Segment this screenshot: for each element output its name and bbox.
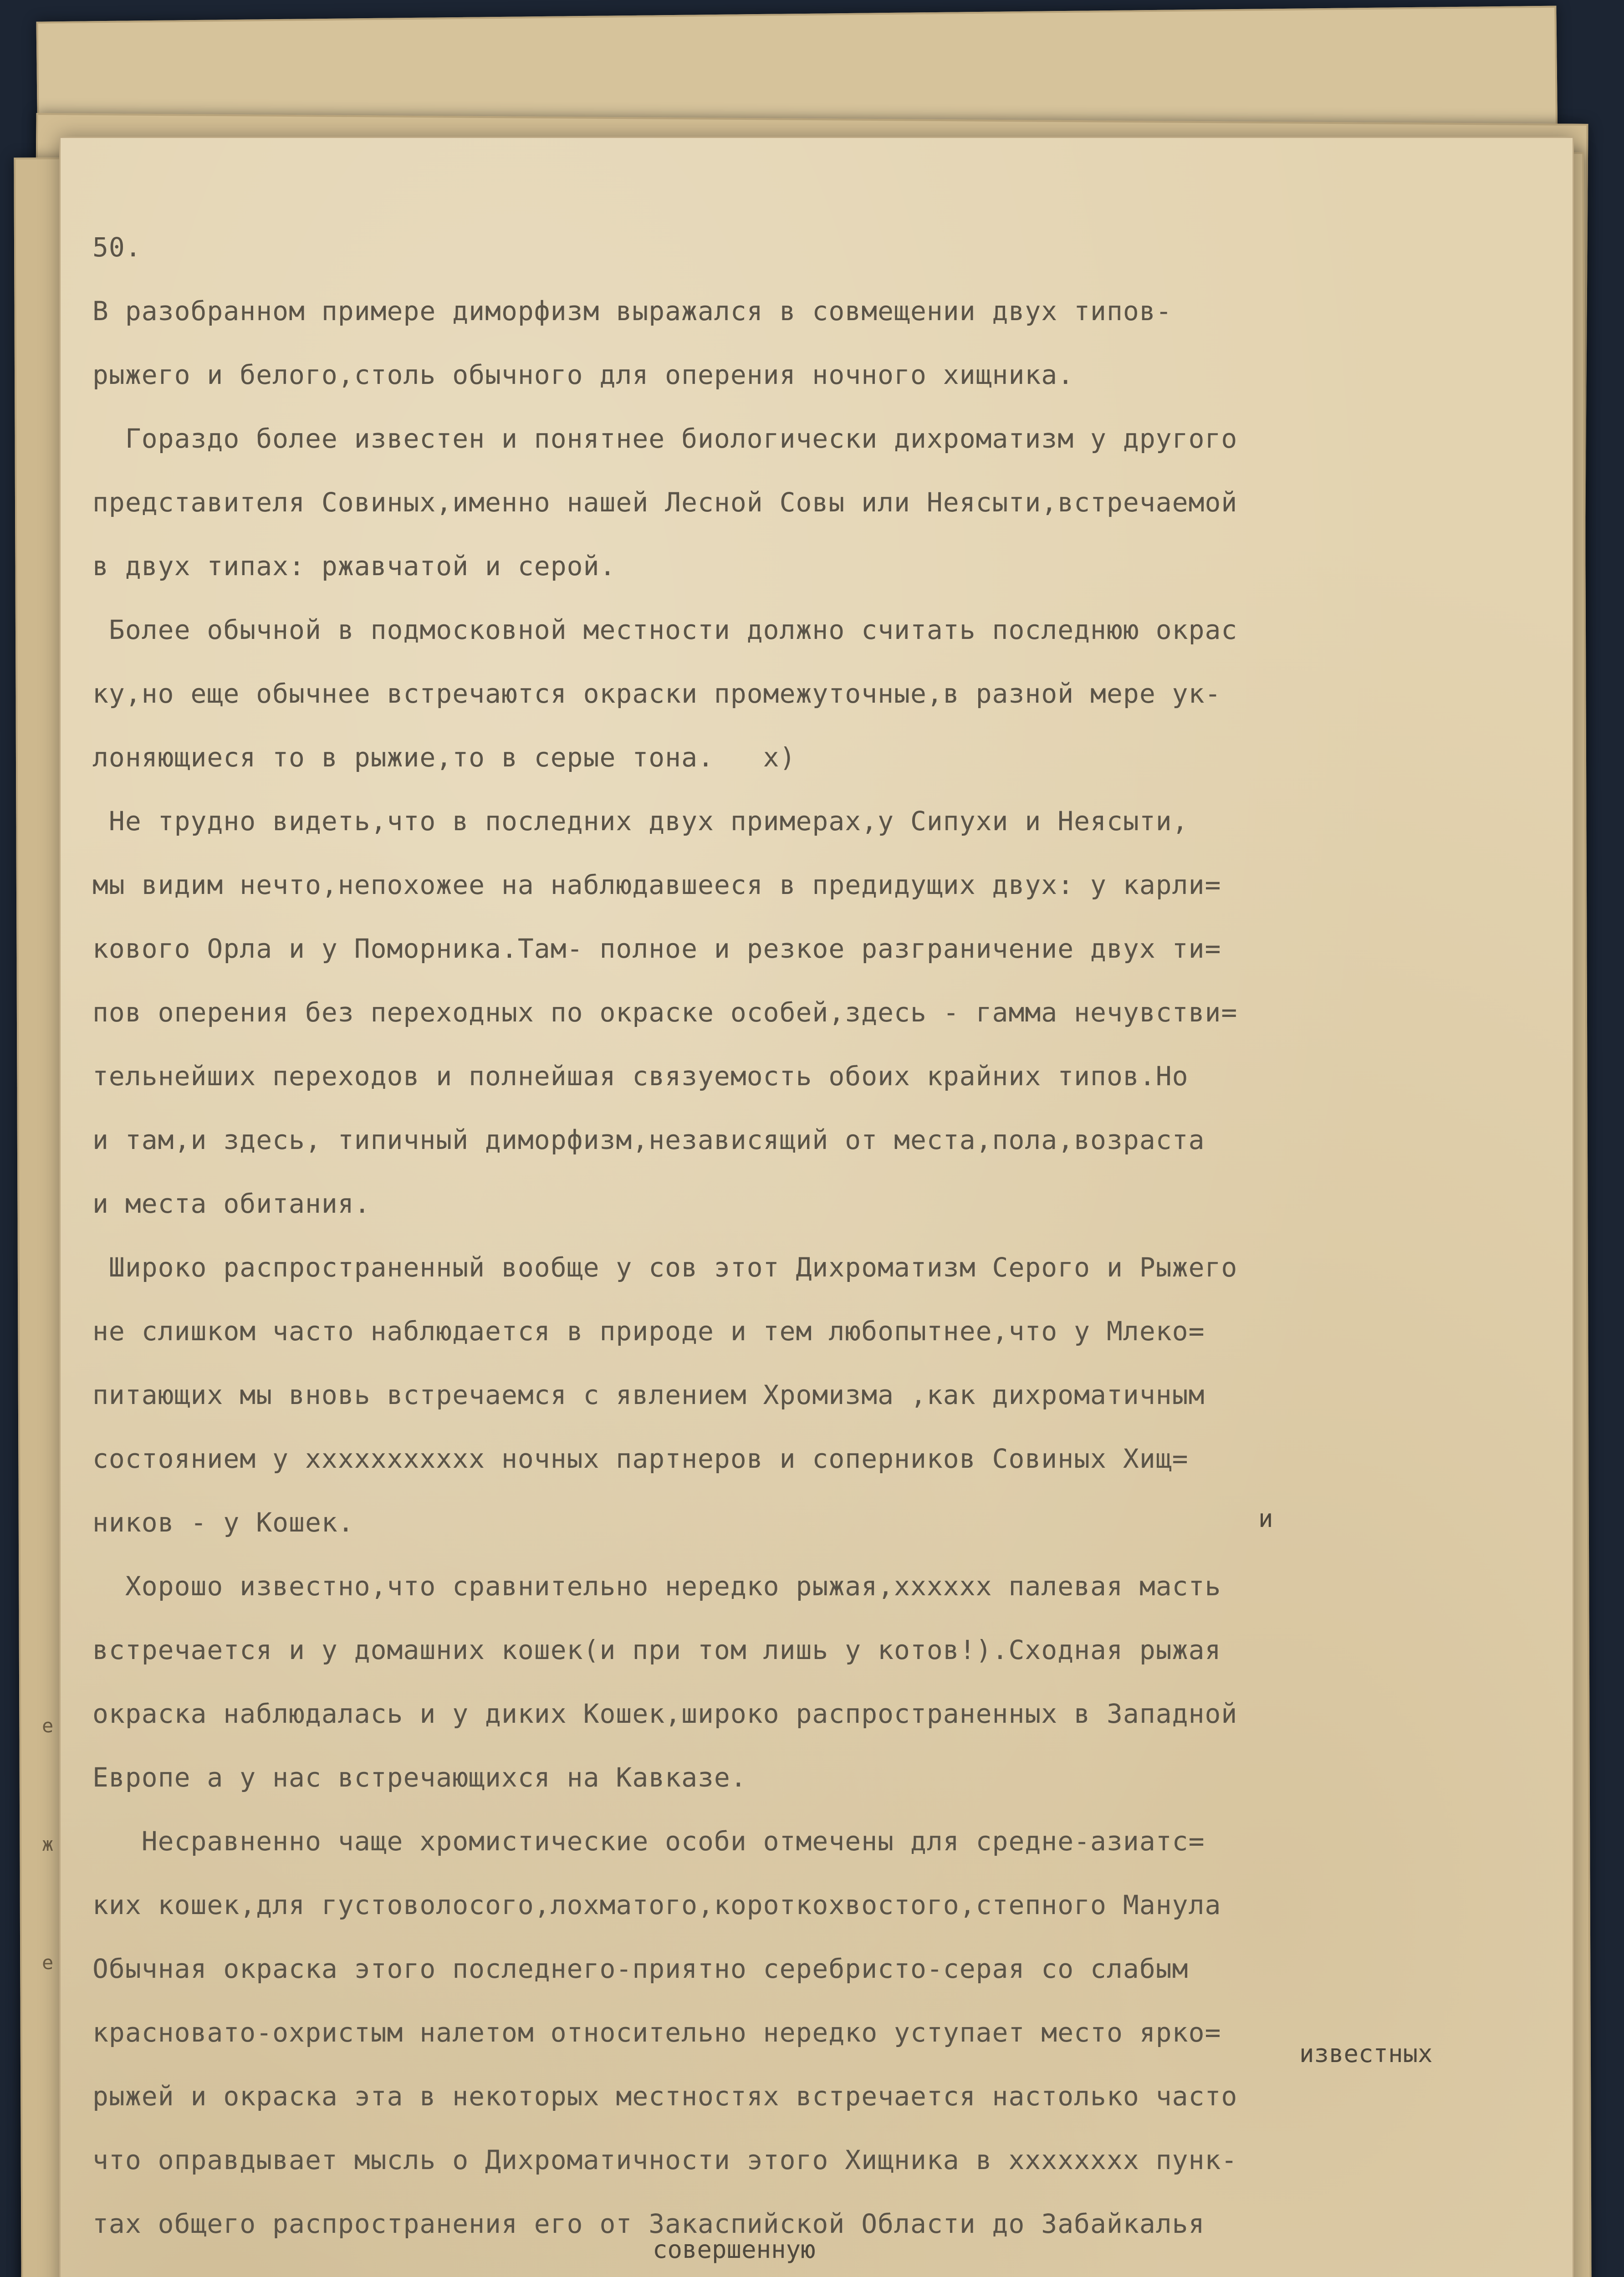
text-line: состоянием у ххххххххххх ночных партнеров и соперников Совиных Хищ=: [92, 1443, 1189, 1474]
text-line: ников - у Кошек.: [92, 1507, 354, 1538]
text-line: и там,и здесь, типичный диморфизм,независящий от места,пола,возраста: [92, 1124, 1205, 1155]
margin-marks: [42, 1667, 60, 2022]
text-line: мы видим нечто,непохожее на наблюдавшееся в предидущих двух: у карли=: [92, 869, 1221, 900]
text-line: рыжего и белого,столь обычного для оперения ночного хищника.: [92, 359, 1074, 390]
text-line: питающих мы вновь встречаемся с явлением Хромизма ,как дихроматичным: [92, 1379, 1205, 1410]
text-line: В разобранном примере диморфизм выражался в совмещении двух типов-: [92, 296, 1172, 327]
text-line: лоняющиеся то в рыжие,то в серые тона. x): [92, 742, 796, 773]
page-number: 50.: [92, 232, 142, 263]
text-line: тах общего распространения его от Закаспийской Области до Забайкалья: [92, 2208, 1205, 2239]
text-line: Обычная окраска этого последнего-приятно серебристо-серая со слабым: [92, 1953, 1189, 1984]
text-line: ку,но еще обычнее встречаются окраски промежуточные,в разной мере ук-: [92, 678, 1221, 709]
text-line: Хорошо известно,что сравнительно нередко рыжая,хххххх палевая масть: [92, 1571, 1221, 1602]
page-body: [92, 215, 1559, 2277]
text-line: кового Орла и у Поморника.Там- полное и резкое разграничение двух ти=: [92, 933, 1221, 964]
text-line: что оправдывает мысль о Дихроматичности этого Хищника в хххххххх пунк-: [92, 2144, 1238, 2175]
inserted-word-and: и: [1258, 1504, 1273, 1533]
text-line: пов оперения без переходных по окраске особей,здесь - гамма нечувстви=: [92, 997, 1238, 1028]
text-line: Не трудно видеть,что в последних двух примерах,у Сипухи и Неясыти,: [92, 806, 1189, 837]
text-line: встречается и у домашних кошек(и при том лишь у котов!).Сходная рыжая: [92, 1634, 1221, 1665]
margin-mark: ж: [42, 1833, 54, 1855]
text-line: окраска наблюдалась и у диких Кошек,широко распространенных в Западной: [92, 1698, 1238, 1729]
text-line: и места обитания.: [92, 1188, 371, 1219]
inserted-word-known: известных: [1299, 2039, 1433, 2068]
text-line: представителя Совиных,именно нашей Лесной Совы или Неясыти,встречаемой: [92, 487, 1238, 518]
typewritten-page: [59, 137, 1574, 2277]
inserted-word-complete: совершенную: [653, 2235, 816, 2264]
margin-mark: е: [42, 1715, 54, 1737]
text-line: тельнейших переходов и полнейшая связуемость обоих крайних типов.Но: [92, 1061, 1189, 1092]
text-line: Несравненно чаще хромистические особи отмечены для средне-азиатс=: [92, 1826, 1205, 1857]
text-line: не слишком часто наблюдается в природе и тем любопытнее,что у Млеко=: [92, 1316, 1205, 1347]
text-line: ких кошек,для густоволосого,лохматого,короткохвостого,степного Манула: [92, 1889, 1221, 1920]
text-line: Более обычной в подмосковной местности должно считать последнюю окрас: [92, 614, 1238, 645]
text-line: рыжей и окраска эта в некоторых местностях встречается настолько часто: [92, 2081, 1238, 2112]
text-line: Широко распространенный вообще у сов этот Дихроматизм Серого и Рыжего: [92, 1252, 1238, 1283]
text-line: в двух типах: ржавчатой и серой.: [92, 551, 616, 582]
text-line: [92, 2256, 1559, 2277]
text-line: красновато-охристым налетом относительно нередко уступает место ярко=: [92, 2017, 1221, 2048]
text-line: Гораздо более известен и понятнее биологически дихроматизм у другого: [92, 423, 1238, 454]
margin-mark: е: [42, 1951, 54, 1974]
text-line: Европе а у нас встречающихся на Кавказе.: [92, 1762, 747, 1793]
